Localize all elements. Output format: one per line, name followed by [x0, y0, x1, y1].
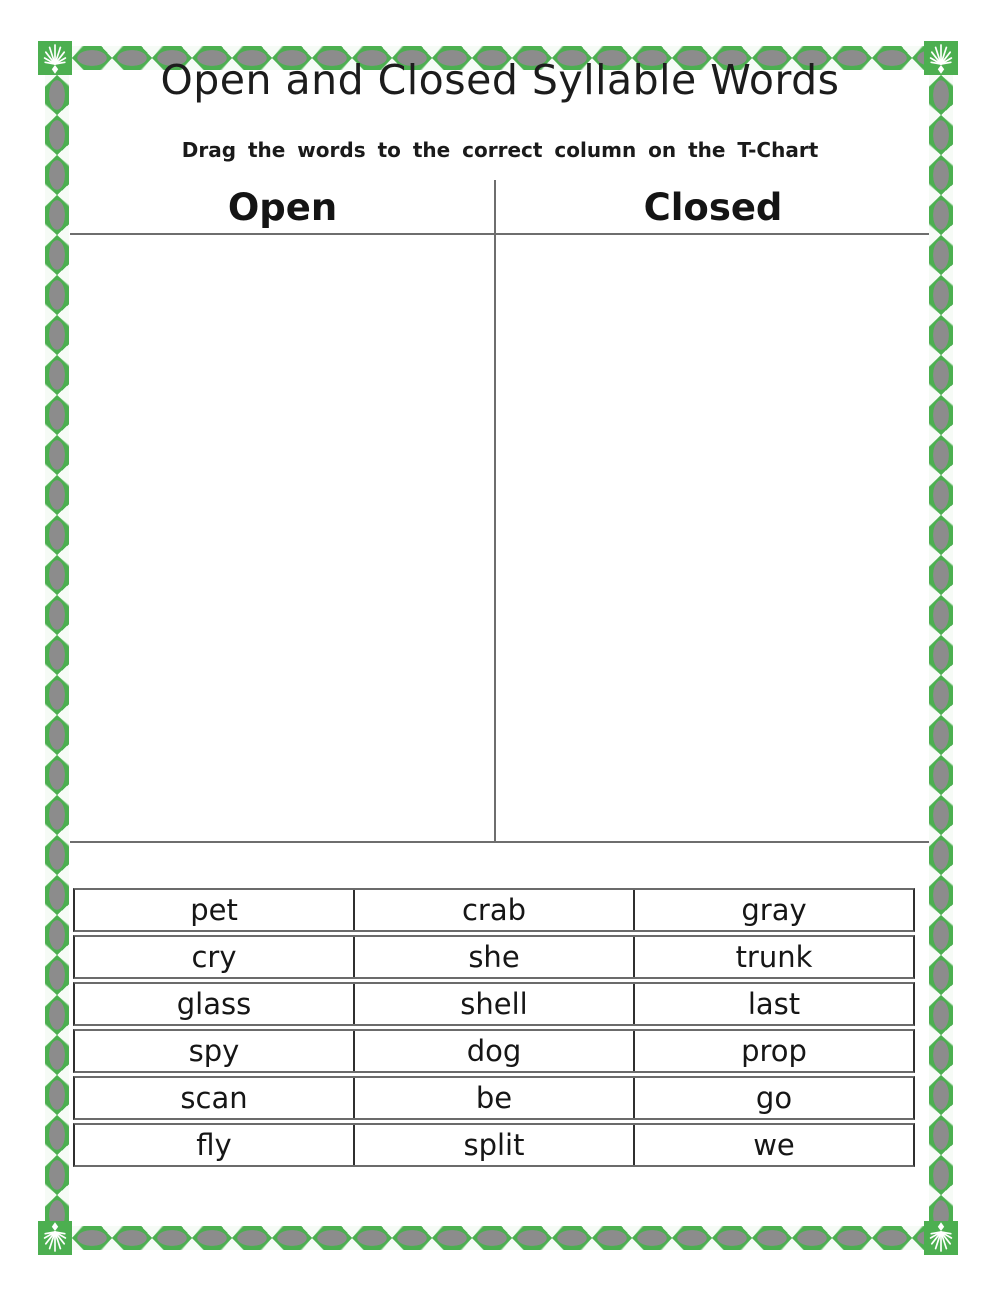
word-chip[interactable]: spy [188, 1034, 240, 1068]
closed-column-dropzone[interactable] [498, 236, 927, 839]
border-left [45, 75, 69, 1221]
word-chip[interactable]: fly [196, 1128, 232, 1162]
t-chart-divider-line [494, 180, 496, 843]
word-chip[interactable]: prop [633, 1031, 913, 1071]
word-bank-row [73, 888, 915, 932]
word-chip[interactable]: split [353, 1125, 633, 1165]
border-right [929, 75, 953, 1221]
word-chip[interactable]: she [353, 937, 633, 977]
word-chip[interactable]: we [633, 1125, 913, 1165]
page-title: Open and Closed Syllable Words [160, 56, 840, 104]
word-chip[interactable]: gray [633, 890, 913, 930]
instruction-text: Drag the words to the correct column on the T-Chart [181, 138, 819, 162]
word-chip[interactable]: last [633, 984, 913, 1024]
word-bank-row [73, 982, 915, 1026]
word-chip[interactable]: glass [176, 987, 252, 1021]
word-chip[interactable]: dog [353, 1031, 633, 1071]
word-chip[interactable]: crab [353, 890, 633, 930]
word-chip[interactable]: shell [353, 984, 633, 1024]
open-column-dropzone[interactable] [72, 236, 492, 839]
word-bank-row [73, 1123, 915, 1167]
word-chip[interactable]: go [633, 1078, 913, 1118]
t-chart-header-closed: Closed [643, 186, 783, 229]
t-chart-bottom-line [70, 841, 929, 843]
word-chip[interactable]: pet [190, 893, 238, 927]
corner-fan-icon [924, 1221, 958, 1255]
corner-fan-icon [38, 1221, 72, 1255]
word-chip[interactable]: trunk [633, 937, 913, 977]
word-bank [73, 888, 915, 1170]
corner-fan-icon [38, 41, 72, 75]
word-chip[interactable]: cry [191, 940, 237, 974]
word-bank-row [73, 1076, 915, 1120]
t-chart-top-line [70, 233, 929, 235]
t-chart-header-open: Open [227, 186, 338, 229]
border-bottom [72, 1226, 924, 1250]
word-bank-row [73, 1029, 915, 1073]
word-chip[interactable]: be [353, 1078, 633, 1118]
word-chip[interactable]: scan [180, 1081, 248, 1115]
word-bank-row [73, 935, 915, 979]
